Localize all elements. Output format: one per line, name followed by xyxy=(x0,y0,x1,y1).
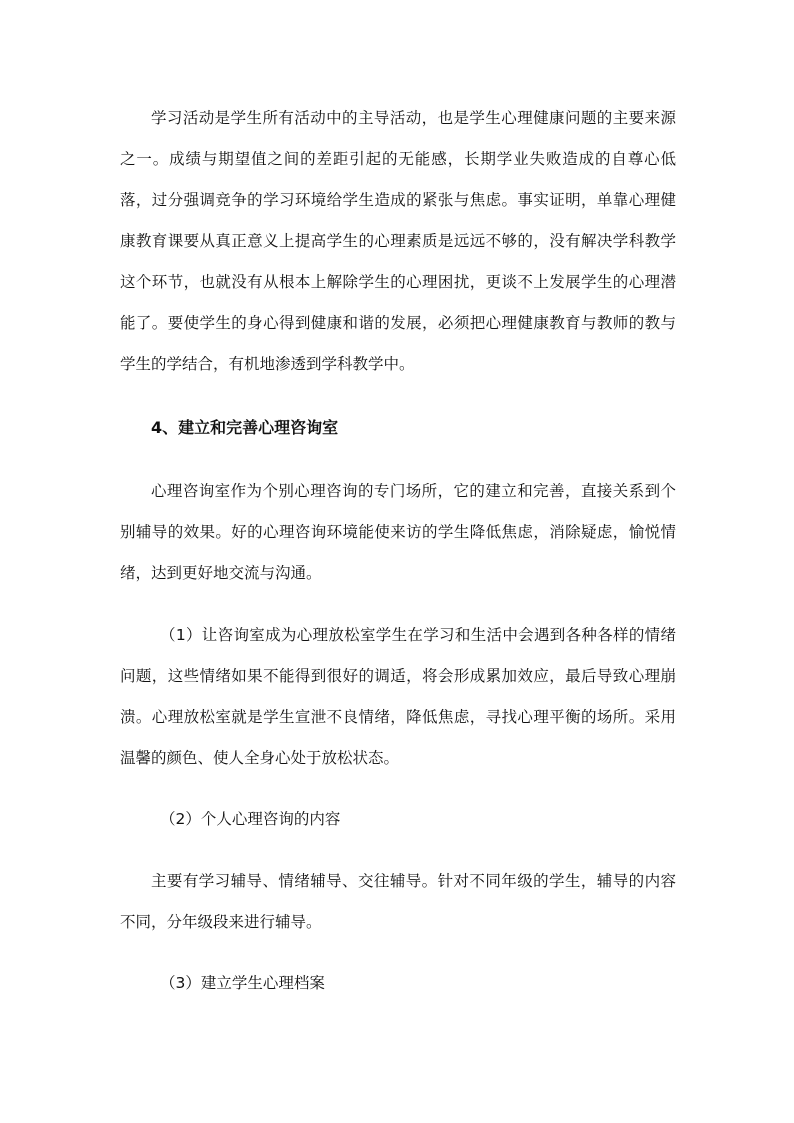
paragraph-learning-activities: 学习活动是学生所有活动中的主导活动，也是学生心理健康问题的主要来源之一。成绩与期望值之间的差距引起的无能感，长期学业失败造成的自尊心低落，过分强调竞争的学习环境给学生造成的紧张与焦虑。事实证明，单靠心理健康教育课要从真正意义上提高学生的心理素质是远远不够的，没有解决学科教学这个环节，也就没有从根本上解除学生的心理困扰，更谈不上发展学生的心理潜能了。要使学生的身心得到健康和谐的发展，必须把心理健康教育与教师的教与学生的学结合，有机地渗透到学科教学中。 xyxy=(120,109,676,373)
section-heading-4: 4、建立和完善心理咨询室 xyxy=(151,418,339,437)
list-item-individual-counseling: （2）个人心理咨询的内容 xyxy=(160,810,341,828)
list-item-relaxation-room: （1）让咨询室成为心理放松室学生在学习和生活中会遇到各种各样的情绪问题，这些情绪如果不能得到很好的调适，将会形成累加效应，最后导致心理崩溃。心理放松室就是学生宣泄不良情绪，降低焦虑，寻找心理平衡的场所。采用温馨的颜色、使人全身心处于放松状态。 xyxy=(120,626,676,767)
paragraph-counseling-room: 心理咨询室作为个别心理咨询的专门场所，它的建立和完善，直接关系到个别辅导的效果。好的心理咨询环境能使来访的学生降低焦虑，消除疑虑，愉悦情绪，达到更好地交流与沟通。 xyxy=(120,482,676,582)
paragraph-counseling-content: 主要有学习辅导、情绪辅导、交往辅导。针对不同年级的学生，辅导的内容不同，分年级段来进行辅导。 xyxy=(120,872,676,931)
list-item-student-records: （3）建立学生心理档案 xyxy=(160,974,325,992)
